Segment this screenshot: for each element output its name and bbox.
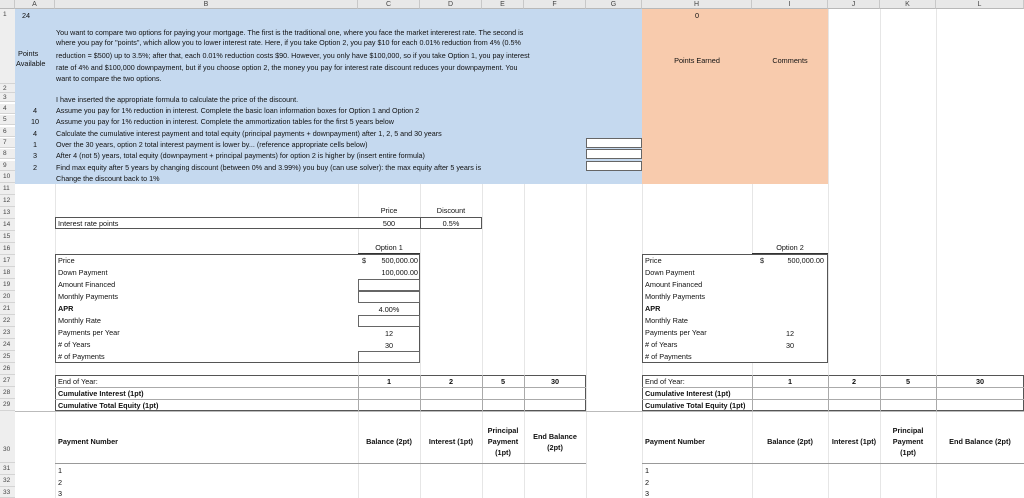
row-header-9[interactable]: 9 [0, 161, 15, 171]
answer-input-row7[interactable] [586, 138, 642, 148]
amort1-payment-number-header: Payment Number [58, 437, 119, 446]
option1-label-monthly-rate: Monthly Rate [58, 316, 101, 325]
instruction-line-4: Calculate the cumulative interest payment and total equity (principal payments + downpayment) after 1, 2, 5 and 30 years [56, 129, 442, 138]
points-cell-row4[interactable]: 4 [33, 106, 38, 115]
option2-end-of-year-label: End of Year: [645, 377, 685, 386]
option1-label-price: Price [58, 256, 75, 265]
row-header-13[interactable]: 13 [0, 207, 15, 219]
option2-years-value[interactable]: 30 [785, 341, 795, 350]
option1-down-payment-value[interactable]: 100,000.00 [381, 268, 418, 277]
option1-label-payments-per-year: Payments per Year [58, 328, 120, 337]
option2-payments-per-year-value[interactable]: 12 [785, 329, 795, 338]
option1-label-num-payments: # of Payments [58, 352, 105, 361]
option2-year-1[interactable]: 1 [787, 377, 793, 386]
row-header-20[interactable]: 20 [0, 291, 15, 303]
discount-header: Discount [436, 206, 466, 215]
row-header-8[interactable]: 8 [0, 149, 15, 159]
amort2-principal-header-2: Payment [892, 437, 924, 446]
option2-label-num-payments: # of Payments [645, 352, 692, 361]
row-header-16[interactable]: 16 [0, 243, 15, 255]
points-earned-header: Points Earned [674, 56, 720, 65]
col-header-k[interactable]: K [880, 0, 936, 9]
col-header-c[interactable]: C [358, 0, 420, 9]
row-header-22[interactable]: 22 [0, 315, 15, 327]
row-header-7[interactable]: 7 [0, 138, 15, 148]
row-header-29[interactable]: 29 [0, 399, 15, 411]
instruction-line-6: After 4 (not 5) years, total equity (downpayment + principal payments) for option 2 is higher by (insert entire formula) [56, 151, 425, 160]
points-cell-row7[interactable]: 1 [33, 140, 38, 149]
discount-price-header: Price [380, 206, 398, 215]
amort1-interest-header: Interest (1pt) [428, 437, 474, 446]
amort2-balance-header: Balance (2pt) [767, 437, 813, 446]
row-header-1[interactable]: 1 [0, 9, 15, 84]
amort2-principal-header-3: (1pt) [900, 448, 916, 457]
amort2-principal-header-1: Principal [892, 426, 924, 435]
amort2-payment-1[interactable]: 1 [645, 466, 650, 475]
option2-label-payments-per-year: Payments per Year [645, 328, 707, 337]
row-header-15[interactable]: 15 [0, 231, 15, 243]
cell-a1[interactable]: 24 [22, 11, 31, 20]
option2-dollar-sign: $ [760, 256, 765, 265]
intro-line-2: where you pay for "points", which allow you to lower interest rate. Here, if you take Option 2, you pay $10 for each 0.01% reduction from 4% (0.5% [56, 38, 521, 47]
row-header-26[interactable]: 26 [0, 363, 15, 375]
col-header-b[interactable]: B [55, 0, 358, 9]
answer-input-row9[interactable] [586, 161, 642, 171]
option2-label-monthly-payments: Monthly Payments [645, 292, 706, 301]
option1-monthly-rate-input[interactable] [358, 315, 420, 327]
row-header-3[interactable]: 3 [0, 93, 15, 102]
option2-label-apr: APR [645, 304, 661, 313]
option1-year-30[interactable]: 30 [550, 377, 560, 386]
amort1-payment-1[interactable]: 1 [58, 466, 63, 475]
col-header-a[interactable]: A [15, 0, 55, 9]
instruction-line-3: Assume you pay for 1% reduction in interest. Complete the ammortization tables for the first 5 years below [56, 117, 394, 126]
option1-year-2[interactable]: 2 [448, 377, 454, 386]
row-header-28[interactable]: 28 [0, 387, 15, 399]
col-header-f[interactable]: F [524, 0, 586, 9]
option2-year-30[interactable]: 30 [975, 377, 985, 386]
instruction-line-7: Find max equity after 5 years by changing discount (between 0% and 3.99%) you buy (can use solver): the max equity after 5 years is [56, 163, 482, 172]
amort1-payment-2[interactable]: 2 [58, 478, 63, 487]
amort1-principal-header-3: (1pt) [495, 448, 511, 457]
option1-label-monthly-payments: Monthly Payments [58, 292, 119, 301]
option2-label-years: # of Years [645, 340, 678, 349]
discount-price-value[interactable]: 500 [382, 219, 396, 228]
interest-rate-points-label: Interest rate points [58, 219, 119, 228]
option1-amount-financed-input[interactable] [358, 279, 420, 291]
option2-label-amount-financed: Amount Financed [645, 280, 703, 289]
points-available-label-1: Points [18, 49, 39, 58]
intro-line-1: You want to compare two options for paying your mortgage. The first is the traditional one, where you face the market intererest rate. The second is [56, 28, 524, 37]
row-header-27[interactable]: 27 [0, 375, 15, 387]
points-cell-row9[interactable]: 2 [33, 163, 38, 172]
amort1-end-balance-header-2: (2pt) [547, 443, 563, 452]
row-header-31[interactable]: 31 [0, 463, 15, 475]
row-header-23[interactable]: 23 [0, 327, 15, 339]
amort1-principal-header-1: Principal [487, 426, 519, 435]
comments-header: Comments [772, 56, 808, 65]
row-header-5[interactable]: 5 [0, 115, 15, 125]
option1-title: Option 1 [375, 243, 403, 252]
row-header-18[interactable]: 18 [0, 267, 15, 279]
col-header-i[interactable]: I [752, 0, 828, 9]
option1-end-of-year-label: End of Year: [58, 377, 98, 386]
option1-label-years: # of Years [58, 340, 91, 349]
row-header-10[interactable]: 10 [0, 171, 15, 183]
amort2-interest-header: Interest (1pt) [831, 437, 877, 446]
option1-dollar-sign: $ [362, 256, 367, 265]
row-header-6[interactable]: 6 [0, 127, 15, 137]
amort1-end-balance-header-1: End Balance [533, 432, 577, 441]
col-header-j[interactable]: J [828, 0, 880, 9]
amort2-end-balance-header: End Balance (2pt) [949, 437, 1011, 446]
option2-label-price: Price [645, 256, 662, 265]
option1-label-down-payment: Down Payment [58, 268, 108, 277]
grading-panel [642, 9, 828, 184]
row-header-33[interactable]: 33 [0, 487, 15, 498]
row-header-2[interactable]: 2 [0, 84, 15, 93]
corner-header[interactable] [0, 0, 15, 9]
option2-cumulative-equity-label: Cumulative Total Equity (1pt) [645, 401, 746, 410]
col-header-l[interactable]: L [936, 0, 1024, 9]
option1-apr-value[interactable]: 4.00% [378, 305, 400, 314]
row-header-25[interactable]: 25 [0, 351, 15, 363]
instruction-line-2: Assume you pay for 1% reduction in interest. Complete the basic loan information boxes for Option 1 and Option 2 [56, 106, 420, 115]
amort1-payment-3[interactable]: 3 [58, 489, 63, 498]
option1-price-value[interactable]: 500,000.00 [381, 256, 418, 265]
option2-price-value[interactable]: 500,000.00 [787, 256, 824, 265]
col-header-g[interactable]: G [586, 0, 642, 9]
answer-input-row8[interactable] [586, 149, 642, 159]
intro-line-5: want to compare the two options. [56, 74, 162, 83]
amort2-payment-3[interactable]: 3 [645, 489, 650, 498]
row-header-12[interactable]: 12 [0, 195, 15, 207]
intro-line-4: rate of 4% and $100,000 downpayment, but if you choose option 2, the money you pay for interest rate discount reduces your downpayment. You [56, 63, 518, 72]
option1-year-1[interactable]: 1 [386, 377, 392, 386]
row-header-32[interactable]: 32 [0, 475, 15, 487]
option2-year-5[interactable]: 5 [905, 377, 911, 386]
amort2-payment-2[interactable]: 2 [645, 478, 650, 487]
option2-year-2[interactable]: 2 [851, 377, 857, 386]
option1-cumulative-equity-label: Cumulative Total Equity (1pt) [58, 401, 159, 410]
option1-label-apr: APR [58, 304, 74, 313]
row-header-24[interactable]: 24 [0, 339, 15, 351]
row-header-14[interactable]: 14 [0, 219, 15, 231]
instruction-line-1: I have inserted the appropriate formula to calculate the price of the discount. [56, 95, 299, 104]
instruction-line-8: Change the discount back to 1% [56, 174, 160, 183]
instruction-line-5: Over the 30 years, option 2 total interest payment is lower by... (reference appropriate cells below) [56, 140, 368, 149]
points-total-cell[interactable]: 0 [694, 11, 700, 20]
option2-label-down-payment: Down Payment [645, 268, 695, 277]
col-header-e[interactable]: E [482, 0, 524, 9]
discount-value[interactable]: 0.5% [442, 219, 460, 228]
option1-years-value[interactable]: 30 [384, 341, 394, 350]
option1-year-5[interactable]: 5 [500, 377, 506, 386]
option2-title: Option 2 [776, 243, 804, 252]
row-header-17[interactable]: 17 [0, 255, 15, 267]
points-cell-row6[interactable]: 4 [33, 129, 38, 138]
row-header-30[interactable]: 30 [0, 411, 15, 463]
row-header-4[interactable]: 4 [0, 104, 15, 114]
option2-label-monthly-rate: Monthly Rate [645, 316, 688, 325]
option1-payments-per-year-value[interactable]: 12 [384, 329, 394, 338]
col-header-h[interactable]: H [642, 0, 752, 9]
col-header-d[interactable]: D [420, 0, 482, 9]
points-available-label-2: Available [16, 59, 46, 68]
intro-line-3: reduction = $500) up to 3.5%; after that, each 0.01% reduction costs $90. However, you only have $100,000, so if you take Option 1, you pay interest [56, 51, 530, 60]
option1-monthly-payments-input[interactable] [358, 291, 420, 303]
amort1-balance-header: Balance (2pt) [366, 437, 412, 446]
points-cell-row8[interactable]: 3 [33, 151, 38, 160]
row-header-19[interactable]: 19 [0, 279, 15, 291]
option2-cumulative-interest-label: Cumulative Interest (1pt) [645, 389, 731, 398]
points-cell-row5[interactable]: 10 [31, 117, 40, 126]
row-header-21[interactable]: 21 [0, 303, 15, 315]
row-header-11[interactable]: 11 [0, 183, 15, 195]
amort2-payment-number-header: Payment Number [645, 437, 706, 446]
option1-label-amount-financed: Amount Financed [58, 280, 116, 289]
option1-cumulative-interest-label: Cumulative Interest (1pt) [58, 389, 144, 398]
amort1-principal-header-2: Payment [487, 437, 519, 446]
option1-num-payments-input[interactable] [358, 351, 420, 363]
